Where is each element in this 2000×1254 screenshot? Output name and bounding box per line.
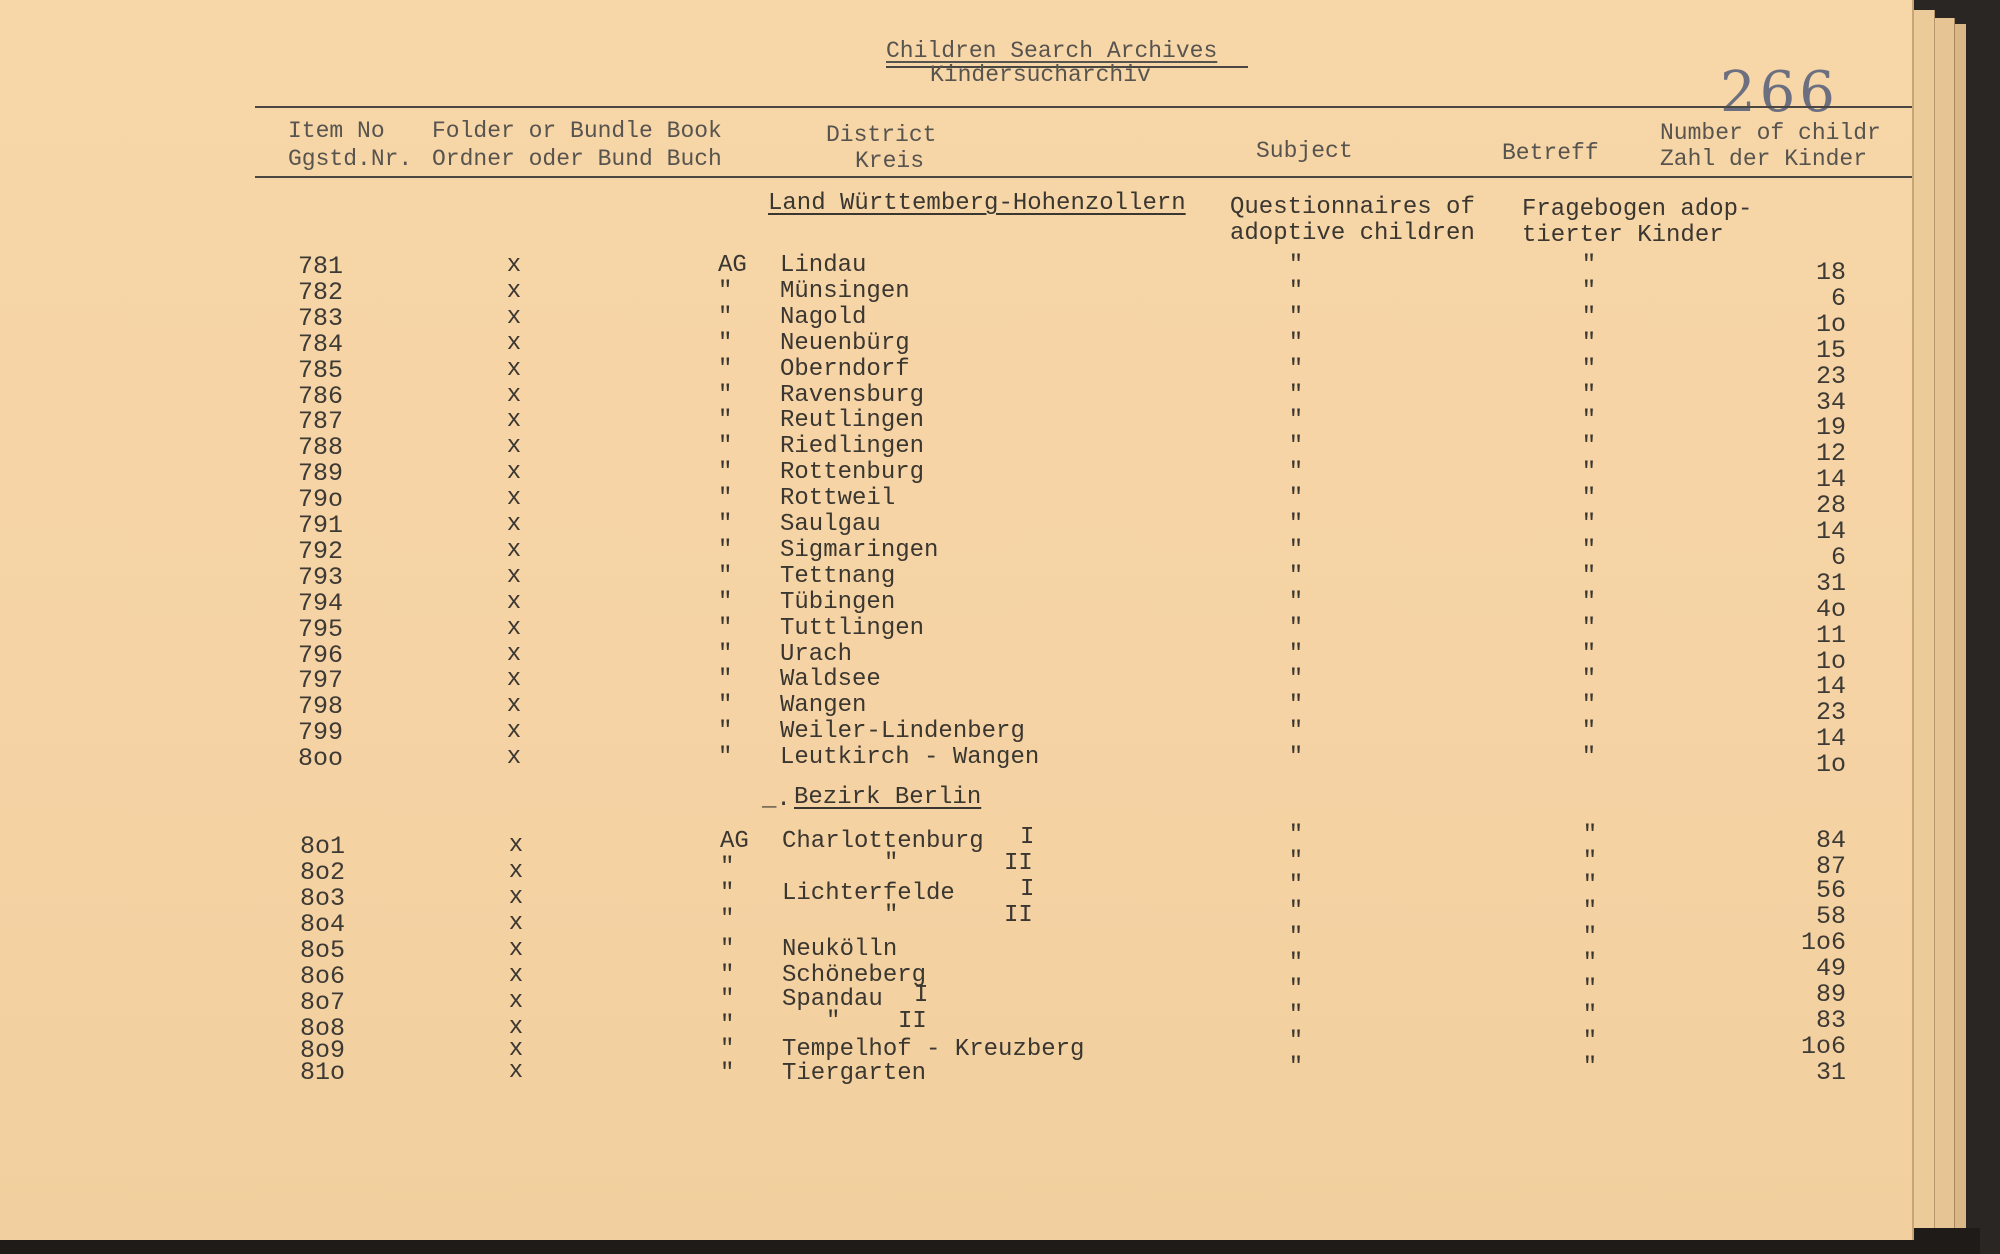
book-value: "	[718, 718, 733, 746]
district-name: Neukölln	[782, 936, 898, 963]
book-value: "	[720, 1060, 735, 1087]
section-heading-mark: _.	[762, 786, 791, 813]
betreff-value: "	[1581, 588, 1597, 616]
district-name: Tuttlingen	[780, 614, 925, 642]
book-value: "	[718, 666, 733, 694]
subject-value: "	[1288, 381, 1304, 409]
folder-mark: x	[506, 718, 522, 746]
book-value: "	[718, 485, 733, 513]
betreff-value: "	[1582, 976, 1598, 1003]
child-count: 11	[1815, 620, 1846, 650]
district-name: Charlottenburg	[782, 828, 984, 855]
col-number-de: Zahl der Kinder	[1660, 146, 1868, 172]
item-number: 787	[298, 407, 344, 437]
book-value: "	[718, 692, 733, 720]
subject-value: "	[1288, 536, 1304, 564]
item-number: 8o3	[300, 884, 346, 913]
subject-value: "	[1288, 614, 1304, 642]
child-count: 12	[1815, 439, 1846, 469]
section-heading-berlin: Bezirk Berlin	[794, 784, 982, 811]
item-number: 8o8	[300, 1014, 346, 1043]
book-value: "	[718, 407, 733, 435]
folder-mark: x	[506, 562, 522, 590]
child-count: 19	[1815, 413, 1846, 443]
district-name: Rottweil	[780, 485, 896, 513]
item-number: 8o4	[300, 910, 346, 939]
item-number: 782	[298, 277, 344, 307]
folder-mark: x	[506, 303, 522, 331]
folder-mark: x	[508, 988, 524, 1015]
child-count: 14	[1815, 465, 1846, 495]
item-number: 785	[298, 355, 344, 385]
child-count: 58	[1815, 902, 1846, 931]
betreff-value: "	[1581, 666, 1597, 694]
district-suffix: II	[1004, 850, 1033, 877]
child-count: 31	[1815, 568, 1846, 598]
folder-mark: x	[506, 692, 522, 720]
col-subject: Subject	[1256, 138, 1353, 164]
subject-value: "	[1288, 1002, 1304, 1029]
title-german: Kindersucharchiv	[930, 62, 1151, 88]
item-number: 79o	[298, 485, 344, 515]
folder-mark: x	[508, 1058, 524, 1085]
col-district-en: District	[826, 122, 937, 148]
district-name: "	[884, 902, 899, 929]
child-count: 1o6	[1800, 928, 1846, 957]
child-count: 56	[1815, 876, 1846, 905]
betreff-value: "	[1581, 562, 1597, 590]
betreff-value: "	[1582, 1028, 1598, 1055]
child-count: 34	[1815, 387, 1846, 417]
folder-mark: x	[506, 744, 522, 772]
child-count: 14	[1815, 672, 1846, 702]
subject-value: "	[1288, 692, 1304, 720]
folder-mark: x	[506, 329, 522, 357]
betreff-value: "	[1582, 1002, 1598, 1029]
child-count: 28	[1815, 491, 1846, 521]
child-count: 6	[1830, 283, 1846, 313]
betreff-value: "	[1581, 459, 1597, 487]
betreff-value: "	[1582, 898, 1598, 925]
book-value: "	[720, 854, 735, 881]
district-name: Münsingen	[780, 277, 910, 305]
child-count: 89	[1815, 980, 1846, 1009]
child-count: 23	[1815, 698, 1846, 728]
item-number: 798	[298, 692, 344, 722]
betreff-value: "	[1581, 329, 1597, 357]
child-count: 14	[1815, 517, 1846, 546]
child-count: 18	[1815, 258, 1846, 287]
item-number: 789	[298, 459, 344, 489]
book-value: "	[720, 1012, 735, 1039]
book-value: "	[720, 986, 735, 1013]
subject-value: "	[1288, 1054, 1304, 1081]
book-value: "	[720, 962, 735, 989]
district-name: Riedlingen	[780, 433, 925, 461]
folder-mark: x	[506, 588, 522, 616]
district-name: "	[826, 1008, 841, 1035]
book-value: "	[718, 588, 733, 616]
subject-value: "	[1288, 277, 1304, 305]
subject-value: "	[1288, 640, 1304, 668]
folder-mark: x	[508, 858, 524, 885]
betreff-value: "	[1581, 614, 1597, 642]
district-name: Sigmaringen	[780, 536, 939, 564]
child-count: 23	[1815, 361, 1846, 391]
district-name: Leutkirch - Wangen	[780, 744, 1040, 772]
item-number: 783	[298, 303, 344, 333]
folder-mark: x	[508, 910, 524, 937]
book-value: "	[718, 511, 733, 538]
district-suffix: I	[914, 982, 929, 1009]
item-number: 788	[298, 433, 344, 463]
book-value: "	[720, 1036, 735, 1063]
child-count: 87	[1815, 852, 1846, 881]
folder-mark: x	[508, 962, 524, 989]
district-name: Urach	[780, 640, 853, 668]
district-name: Tübingen	[780, 588, 896, 616]
item-number: 8o5	[300, 936, 346, 965]
book-value: AG	[720, 828, 749, 855]
betreff-value: "	[1582, 950, 1598, 977]
item-number: 791	[298, 511, 344, 540]
subject-value: "	[1288, 355, 1304, 383]
page-edge-stack	[1912, 10, 1935, 1235]
child-count: 84	[1815, 826, 1846, 855]
book-value: "	[718, 277, 733, 305]
district-name: Neuenbürg	[780, 329, 910, 357]
item-number: 793	[298, 562, 344, 592]
book-value: "	[718, 303, 733, 331]
item-number: 795	[298, 614, 344, 644]
child-count: 1o	[1815, 750, 1846, 780]
folder-mark: x	[508, 1036, 524, 1063]
betreff-value: "	[1582, 822, 1598, 849]
betreff-value: "	[1582, 924, 1598, 951]
child-count: 14	[1815, 724, 1846, 754]
book-value: "	[718, 640, 733, 668]
betreff-value: "	[1581, 381, 1597, 409]
betreff-value: "	[1581, 433, 1597, 461]
section-heading-wuerttemberg: Land Württemberg-Hohenzollern	[768, 190, 1186, 217]
item-number: 8o9	[300, 1036, 346, 1065]
subject-value: "	[1288, 433, 1304, 461]
district-name: Saulgau	[780, 511, 881, 538]
child-count: 1o6	[1800, 1032, 1846, 1061]
district-suffix: I	[1020, 824, 1035, 851]
item-number: 797	[298, 666, 344, 696]
betreff-value: "	[1581, 303, 1597, 331]
betreff-value: "	[1582, 848, 1598, 875]
betreff-value: "	[1581, 277, 1597, 305]
betreff-value: "	[1581, 536, 1597, 564]
folder-mark: x	[506, 614, 522, 642]
child-count: 4o	[1815, 594, 1846, 624]
district-name: Lindau	[780, 252, 867, 279]
folder-mark: x	[506, 433, 522, 461]
item-number: 81o	[300, 1058, 346, 1087]
district-name: "	[884, 850, 899, 877]
book-value: "	[718, 536, 733, 564]
folder-mark: x	[506, 640, 522, 668]
subject-value: "	[1288, 511, 1304, 538]
subject-value: "	[1288, 666, 1304, 694]
subject-value: "	[1288, 407, 1304, 435]
folder-mark: x	[506, 355, 522, 383]
item-number: 794	[298, 588, 344, 618]
page-edge-stack	[1934, 18, 1955, 1236]
page-number: 266	[1720, 60, 1839, 125]
book-value: "	[720, 880, 735, 907]
subject-value: "	[1288, 1028, 1304, 1055]
betreff-value: "	[1581, 718, 1597, 746]
book-value: "	[718, 433, 733, 461]
folder-mark: x	[506, 511, 522, 538]
title-english: Children Search Archives	[886, 38, 1218, 64]
page-edge-stack	[1954, 24, 1966, 1236]
col-folder-en: Folder or Bundle Book	[432, 118, 722, 144]
book-value: "	[718, 562, 733, 590]
folder-mark: x	[508, 832, 524, 859]
col-folder-de: Ordner oder Bund Buch	[432, 146, 722, 172]
betreff-value: "	[1581, 744, 1597, 772]
district-name: Waldsee	[780, 666, 881, 694]
district-name: Schöneberg	[782, 962, 927, 989]
betreff-value: "	[1582, 1054, 1598, 1081]
folder-mark: x	[506, 536, 522, 564]
item-number: 799	[298, 718, 344, 748]
item-number: 8o6	[300, 962, 346, 991]
district-suffix: II	[898, 1008, 927, 1035]
betreff-value: "	[1581, 692, 1597, 720]
subject-value: "	[1288, 459, 1304, 487]
book-value: "	[718, 329, 733, 357]
child-count: 1o	[1815, 646, 1846, 676]
col-item-en: Item No	[288, 118, 385, 144]
district-name: Wangen	[780, 692, 867, 720]
subject-value: "	[1288, 872, 1304, 899]
district-name: Rottenburg	[780, 459, 925, 487]
child-count: 49	[1815, 954, 1846, 983]
betreff-description-line2: tierter Kinder	[1522, 222, 1724, 249]
header-top-rule	[255, 106, 1912, 108]
subject-value: "	[1288, 562, 1304, 590]
item-number: 792	[298, 536, 344, 566]
subject-value: "	[1288, 848, 1304, 875]
district-name: Spandau	[782, 986, 883, 1013]
book-value: "	[718, 614, 733, 642]
district-name: Oberndorf	[780, 355, 910, 383]
subject-value: "	[1288, 252, 1304, 279]
subject-value: "	[1288, 485, 1304, 513]
district-suffix: II	[1004, 902, 1033, 929]
district-suffix: I	[1020, 876, 1035, 903]
child-count: 83	[1815, 1006, 1846, 1035]
item-number: 796	[298, 640, 344, 670]
folder-mark: x	[506, 666, 522, 694]
item-number: 8o2	[300, 858, 346, 887]
subject-value: "	[1288, 950, 1304, 977]
subject-value: "	[1288, 329, 1304, 357]
subject-description-line2: adoptive children	[1230, 220, 1475, 247]
folder-mark: x	[508, 1014, 524, 1041]
betreff-value: "	[1581, 407, 1597, 435]
book-value: AG	[718, 252, 747, 279]
col-item-de: Ggstd.Nr.	[288, 146, 413, 172]
col-betreff: Betreff	[1502, 140, 1599, 166]
item-number: 786	[298, 381, 344, 411]
folder-mark: x	[506, 252, 522, 279]
item-number: 8o1	[300, 832, 346, 861]
header-bottom-rule	[255, 176, 1912, 178]
betreff-description-line1: Fragebogen adop-	[1522, 196, 1753, 223]
district-name: Tempelhof - Kreuzberg	[782, 1036, 1085, 1063]
betreff-value: "	[1581, 485, 1597, 513]
col-district-de: Kreis	[855, 148, 925, 174]
child-count: 1o	[1815, 309, 1846, 339]
subject-value: "	[1288, 303, 1304, 331]
subject-value: "	[1288, 744, 1304, 772]
folder-mark: x	[506, 485, 522, 513]
book-value: "	[718, 355, 733, 383]
book-value: "	[718, 381, 733, 409]
child-count: 31	[1815, 1058, 1846, 1087]
subject-value: "	[1288, 898, 1304, 925]
subject-value: "	[1288, 924, 1304, 951]
folder-mark: x	[506, 407, 522, 435]
book-value: "	[720, 906, 735, 933]
district-name: Weiler-Lindenberg	[780, 718, 1025, 746]
folder-mark: x	[506, 277, 522, 305]
item-number: 784	[298, 329, 344, 359]
betreff-value: "	[1581, 355, 1597, 383]
folder-mark: x	[506, 381, 522, 409]
betreff-value: "	[1582, 872, 1598, 899]
item-number: 8oo	[298, 744, 344, 774]
book-value: "	[718, 744, 733, 772]
subject-description-line1: Questionnaires of	[1230, 194, 1475, 221]
subject-value: "	[1288, 976, 1304, 1003]
item-number: 8o7	[300, 988, 346, 1017]
district-name: Tiergarten	[782, 1060, 927, 1087]
district-name: Lichterfelde	[782, 880, 955, 907]
subject-value: "	[1288, 588, 1304, 616]
betreff-value: "	[1581, 511, 1597, 538]
item-number: 781	[298, 252, 344, 281]
child-count: 15	[1815, 335, 1846, 365]
folder-mark: x	[506, 459, 522, 487]
folder-mark: x	[508, 884, 524, 911]
district-name: Ravensburg	[780, 381, 925, 409]
betreff-value: "	[1581, 252, 1597, 279]
subject-value: "	[1288, 822, 1304, 849]
folder-mark: x	[508, 936, 524, 963]
col-number-en: Number of childr	[1660, 120, 1881, 146]
district-name: Nagold	[780, 303, 867, 331]
book-value: "	[718, 459, 733, 487]
child-count: 6	[1830, 542, 1846, 572]
district-name: Tettnang	[780, 562, 896, 590]
betreff-value: "	[1581, 640, 1597, 668]
subject-value: "	[1288, 718, 1304, 746]
book-value: "	[720, 936, 735, 963]
district-name: Reutlingen	[780, 407, 925, 435]
